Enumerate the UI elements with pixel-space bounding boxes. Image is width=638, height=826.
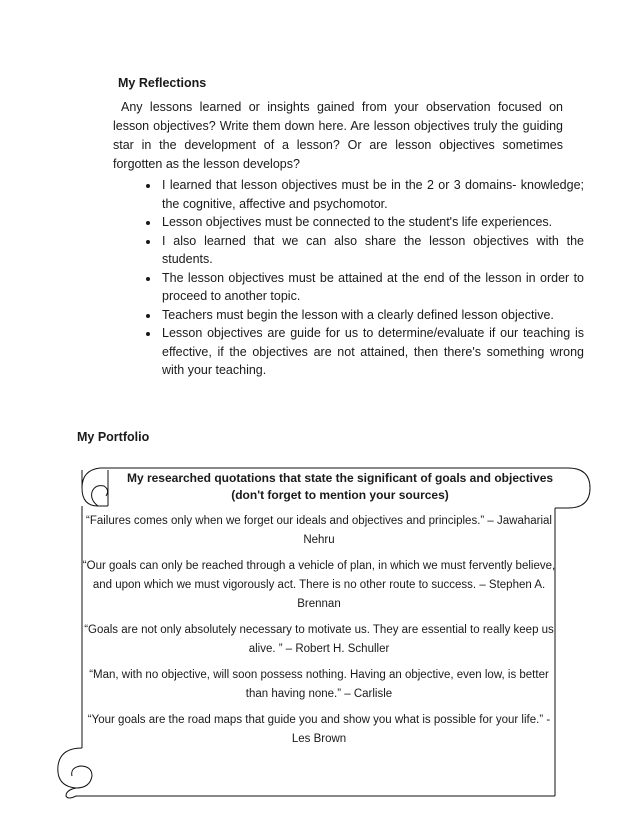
list-item: • I also learned that we can also share the lesson objectives with the students.	[160, 232, 584, 269]
reflections-prompt: Any lessons learned or insights gained from your observation focused on lesson objectives? Write them down here. Are lesson objectives truly the guiding star in the development of a lesson? Or are lesson objectives sometimes forgotten as the lesson develops?	[113, 100, 563, 171]
list-item: • Lesson objectives are guide for us to determine/evaluate if our teaching is effective, if the objectives are not attained, then there's something wrong with your teaching.	[160, 324, 584, 380]
reflections-title: My Reflections	[118, 76, 207, 90]
list-item: • Teachers must begin the lesson with a clearly defined lesson objective.	[160, 306, 584, 325]
list-item: • Lesson objectives must be connected to the student's life experiences.	[160, 213, 584, 232]
quotes-list	[80, 512, 558, 756]
quote: “Goals are not only absolutely necessary to motivate us. They are essential to really keep us alive. ” – Robert H. Schuller	[84, 624, 554, 655]
scroll-header-line1: My researched quotations that state the significant of goals and objectives	[126, 471, 554, 485]
scroll-header-line2: (don't forget to mention your sources)	[231, 488, 449, 502]
quote: “Failures comes only when we forget our ideals and objectives and principles.” – Jawaharial Nehru	[86, 515, 552, 546]
quote: “Man, with no objective, will soon possess nothing. Having an objective, even low, is better than having none.” – Carlisle	[89, 669, 549, 700]
quote: “Our goals can only be reached through a vehicle of plan, in which we must fervently believe, and upon which we must vigorously act. There is no other route to success. – Stephen A. Brennan	[82, 560, 556, 610]
scroll-header	[110, 470, 570, 504]
quote: “Your goals are the road maps that guide you and show you what is possible for your life.” - Les Brown	[87, 714, 551, 745]
portfolio-title: My Portfolio	[77, 430, 150, 444]
list-item: • The lesson objectives must be attained at the end of the lesson in order to proceed to another topic.	[160, 269, 584, 306]
list-item: • I learned that lesson objectives must be in the 2 or 3 domains- knowledge; the cognitive, affective and psychomotor.	[160, 176, 584, 213]
